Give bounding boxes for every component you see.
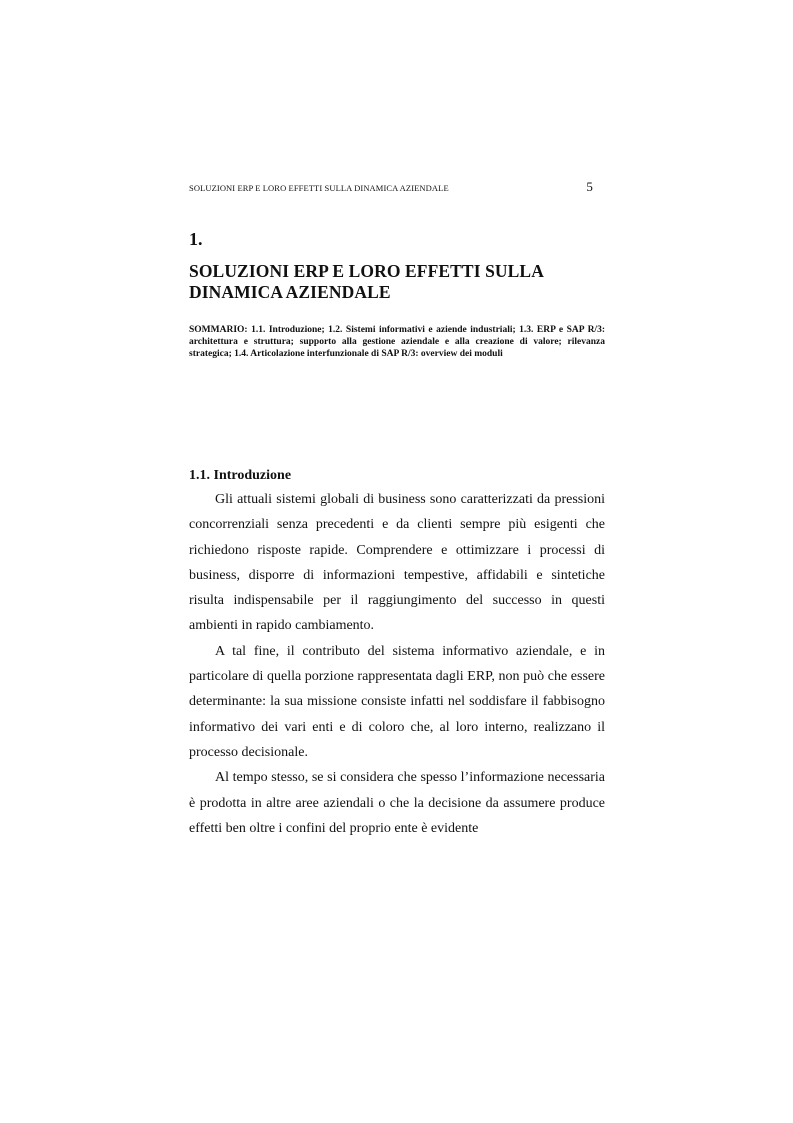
chapter-number: 1.: [189, 229, 203, 249]
paragraph: Al tempo stesso, se si considera che spesso l’informazione necessaria è prodotta in altre aree aziendali o che la decisione da assumere produce effetti ben oltre i confini del proprio ente è evidente: [189, 770, 605, 836]
section-heading: 1.1. Introduzione: [189, 468, 292, 483]
page-number: 5: [586, 179, 593, 194]
running-header-title: SOLUZIONI ERP E LORO EFFETTI SULLA DINAMICA AZIENDALE: [189, 183, 449, 193]
body-text: [189, 487, 605, 841]
chapter-summary: SOMMARIO: 1.1. Introduzione; 1.2. Sistemi informativi e aziende industriali; 1.3. ERP e SAP R/3: architettura e struttura; supporto alla gestione aziendale e alla creazione di valore; rilevanza strategica; 1.4. Articolazione interfunzionale di SAP R/3: overview dei moduli: [189, 325, 605, 359]
running-header: [189, 181, 605, 195]
paragraph: Gli attuali sistemi globali di business sono caratterizzati da pressioni concorrenziali senza precedenti e da clienti sempre più esigenti che richiedono risposte rapide. Comprendere e ottimizzare i processi di business, disporre di informazioni tempestive, affidabili e sintetiche risulta indispensabile per il raggiungimento del successo in questi ambienti in rapido cambiamento.: [189, 492, 605, 634]
chapter-title: SOLUZIONI ERP E LORO EFFETTI SULLA DINAMICA AZIENDALE: [189, 261, 543, 302]
paragraph: A tal fine, il contributo del sistema informativo aziendale, e in particolare di quella porzione rappresentata dagli ERP, non può che essere determinante: la sua missione consiste infatti nel soddisfare il fabbisogno informativo dei vari enti e di coloro che, al loro interno, realizzano il processo decisionale.: [189, 643, 605, 760]
